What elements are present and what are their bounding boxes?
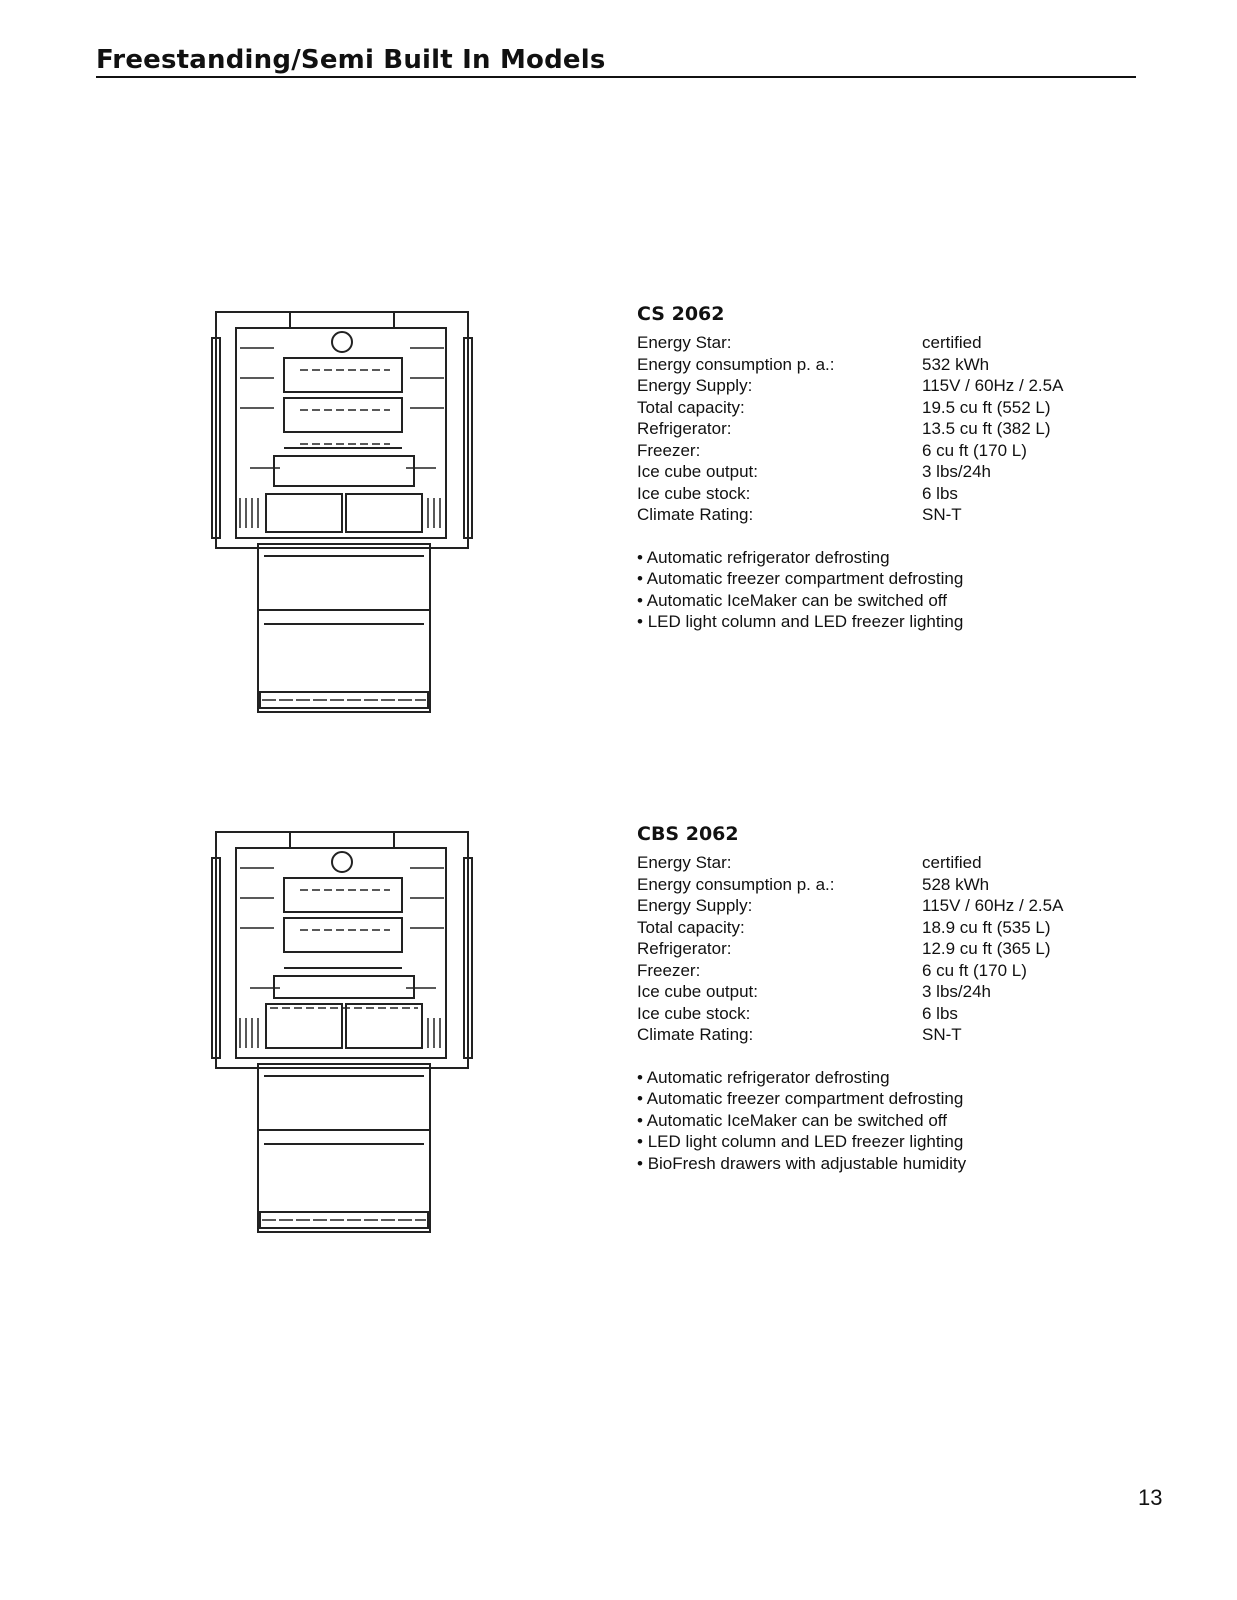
page-number: 13 (1138, 1485, 1163, 1510)
spec-value: 6 cu ft (170 L) (922, 440, 1027, 460)
spec-row (637, 332, 1157, 354)
feature-item: • Automatic refrigerator defrosting (637, 547, 1157, 569)
spec-value: 13.5 cu ft (382 L) (922, 419, 1051, 438)
spec-row (637, 895, 1157, 917)
spec-row (637, 917, 1157, 939)
spec-value: certified (922, 333, 982, 352)
spec-row (637, 504, 1157, 526)
fridge-illustration (210, 308, 480, 718)
spec-label: Total capacity: (637, 397, 745, 417)
spec-row (637, 483, 1157, 505)
spec-value: 12.9 cu ft (365 L) (922, 939, 1051, 958)
spec-value: 19.5 cu ft (552 L) (922, 397, 1051, 417)
spec-value: 532 kWh (922, 354, 990, 374)
spec-value: 6 lbs (922, 1003, 958, 1023)
spec-row (637, 354, 1157, 376)
spec-label: Refrigerator: (637, 419, 732, 438)
spec-row (637, 874, 1157, 896)
spec-value: certified (922, 853, 982, 872)
spec-label: Ice cube stock: (637, 483, 751, 503)
model-name: CBS 2062 (637, 823, 739, 845)
spec-row (637, 461, 1157, 483)
spec-sheet (637, 300, 1157, 633)
spec-label: Ice cube output: (637, 462, 758, 481)
spec-row (637, 938, 1157, 960)
feature-item: • Automatic freezer compartment defrosting (637, 568, 1157, 590)
spec-row (637, 960, 1157, 982)
feature-item: • Automatic IceMaker can be switched off (637, 590, 1157, 612)
spec-label: Energy Supply: (637, 896, 753, 915)
spec-sheet (637, 820, 1157, 1174)
spec-value: 115V / 60Hz / 2.5A (922, 896, 1064, 915)
spec-label: Total capacity: (637, 917, 745, 937)
spec-label: Energy Star: (637, 333, 732, 352)
feature-list (637, 547, 1157, 633)
spec-label: Freezer: (637, 960, 701, 980)
spec-row (637, 418, 1157, 440)
spec-label: Energy consumption p. a.: (637, 874, 835, 894)
spec-label: Ice cube stock: (637, 1003, 751, 1023)
spec-row (637, 397, 1157, 419)
spec-value: 528 kWh (922, 874, 990, 894)
spec-value: 6 cu ft (170 L) (922, 960, 1027, 980)
spec-value: SN-T (922, 505, 962, 524)
spec-value: 115V / 60Hz / 2.5A (922, 376, 1064, 395)
spec-label: Climate Rating: (637, 1025, 754, 1044)
page-title: Freestanding/Semi Built In Models (96, 44, 1136, 78)
spec-value: SN-T (922, 1025, 962, 1044)
spec-label: Freezer: (637, 440, 701, 460)
feature-item: • LED light column and LED freezer lighting (637, 1131, 1157, 1153)
spec-value: 6 lbs (922, 483, 958, 503)
feature-item: • BioFresh drawers with adjustable humidity (637, 1153, 1157, 1175)
spec-label: Energy Supply: (637, 376, 753, 395)
spec-row (637, 1024, 1157, 1046)
spec-value: 3 lbs/24h (922, 462, 991, 481)
feature-list (637, 1067, 1157, 1175)
feature-item: • Automatic freezer compartment defrosting (637, 1088, 1157, 1110)
fridge-illustration (210, 828, 480, 1238)
spec-row (637, 375, 1157, 397)
spec-row (637, 1003, 1157, 1025)
model-name: CS 2062 (637, 303, 725, 325)
spec-label: Energy Star: (637, 853, 732, 872)
spec-row (637, 981, 1157, 1003)
spec-value: 3 lbs/24h (922, 982, 991, 1001)
spec-label: Energy consumption p. a.: (637, 354, 835, 374)
feature-item: • LED light column and LED freezer lighting (637, 611, 1157, 633)
spec-row (637, 440, 1157, 462)
spec-label: Refrigerator: (637, 939, 732, 958)
spec-label: Ice cube output: (637, 982, 758, 1001)
feature-item: • Automatic IceMaker can be switched off (637, 1110, 1157, 1132)
spec-label: Climate Rating: (637, 505, 754, 524)
feature-item: • Automatic refrigerator defrosting (637, 1067, 1157, 1089)
spec-value: 18.9 cu ft (535 L) (922, 917, 1051, 937)
spec-row (637, 852, 1157, 874)
